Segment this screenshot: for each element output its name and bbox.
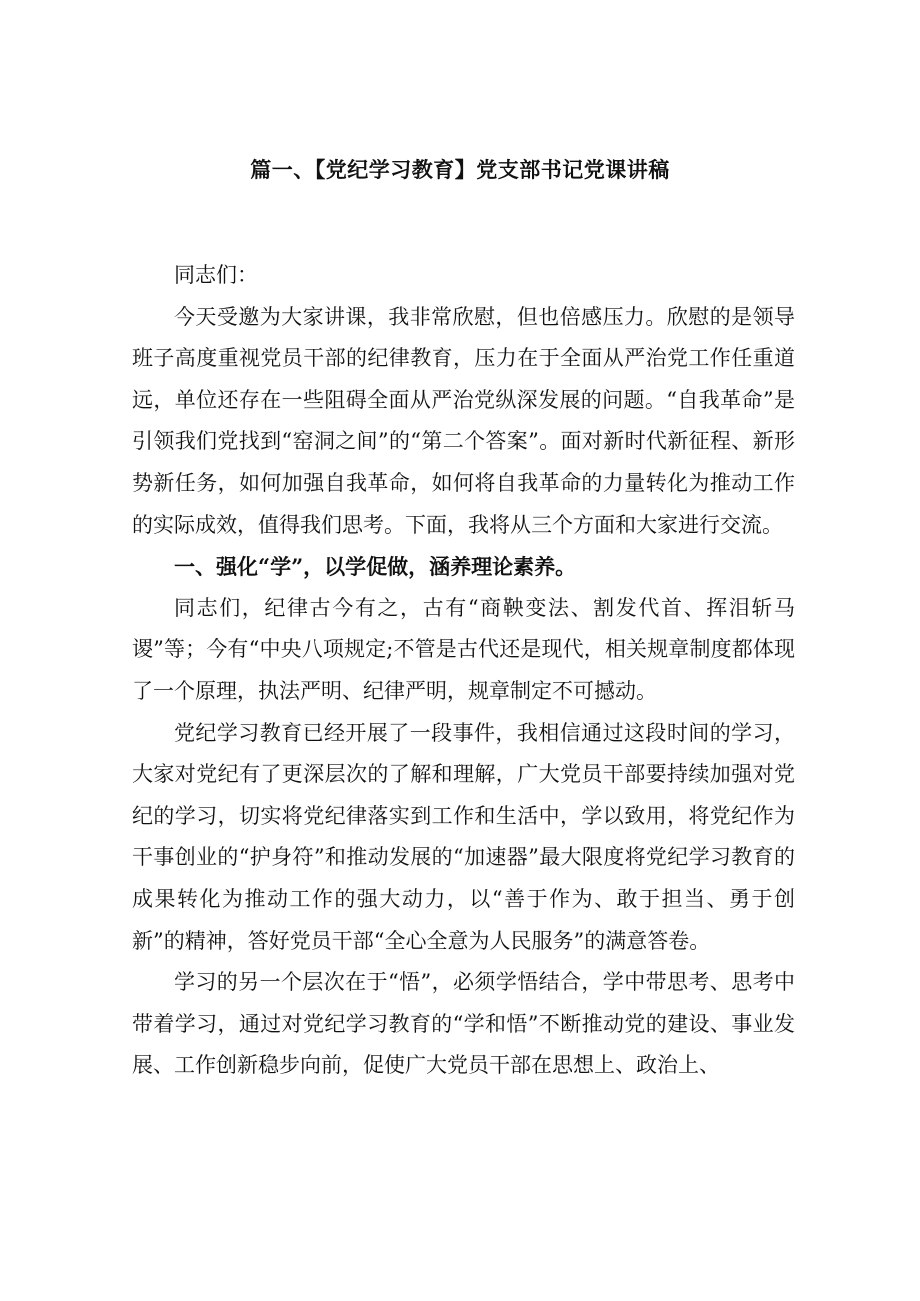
salutation-paragraph: 同志们：: [174, 263, 258, 287]
body-paragraph: 党纪学习教育已经开展了一段事件，我相信通过这段时间的学习，大家对党纪有了更深层次的了解和理解，广大党员干部要持续加强对党纪的学习，切实将党纪律落实到工作和生活中，学以致用，将党纪作为干事创业的“护身符”和推动发展的“加速器”最大限度将党纪学习教育的成果转化为推动工作的强大动力，以“善于作为、敢于担当、勇于创新”的精神，答好党员干部“全心全意为人民服务”的满意答卷。: [132, 720, 795, 953]
document-title: 篇一、【党纪学习教育】党支部书记党课讲稿: [250, 157, 670, 182]
document-body: [132, 255, 795, 1087]
section-heading: 一、强化“学”，以学促做，涵养理论素养。: [174, 554, 577, 580]
intro-paragraph: 今天受邀为大家讲课，我非常欣慰，但也倍感压力。欣慰的是领导班子高度重视党员干部的纪律教育，压力在于全面从严治党工作任重道远，单位还存在一些阻碍全面从严治党纵深发展的问题。“自我革命”是引领我们党找到“窑洞之间”的“第二个答案”。面对新时代新征程、新形势新任务，如何加强自我革命，如何将自我革命的力量转化为推动工作的实际成效，值得我们思考。下面，我将从三个方面和大家进行交流。: [132, 304, 795, 537]
body-paragraph: 学习的另一个层次在于“悟”，必须学悟结合，学中带思考、思考中带着学习，通过对党纪学习教育的“学和悟”不断推动党的建设、事业发展、工作创新稳步向前，促使广大党员干部在思想上、政治上、: [132, 970, 795, 1078]
body-paragraph: 同志们，纪律古今有之，古有“商鞅变法、割发代首、挥泪斩马谡”等；今有“中央八项规定;不管是古代还是现代，相关规章制度都体现了一个原理，执法严明、纪律严明，规章制定不可撼动。: [132, 595, 795, 703]
